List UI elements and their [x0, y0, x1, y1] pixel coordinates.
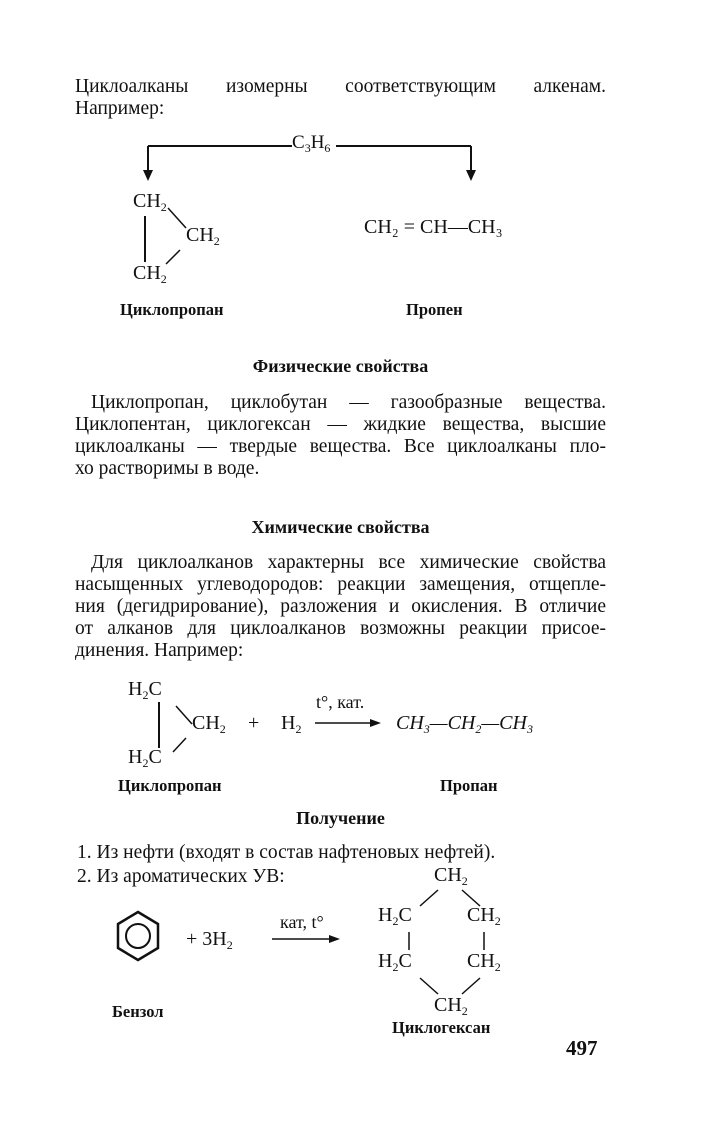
chemical-line-1: Для циклоалканов характерны все химические свойства — [91, 552, 606, 573]
cyclopropane-ch2-top: $CH_2$ — [133, 190, 167, 214]
cyclohexane-h2c-upper-left: $H_2C$ — [378, 904, 412, 928]
isomer-arrows — [0, 0, 716, 330]
reaction2-conditions: кат, t° — [280, 912, 324, 932]
cyclohexane-caption: Циклогексан — [392, 1018, 491, 1037]
chemical-line-5: динения. Например: — [75, 640, 244, 661]
physical-line-1: Циклопропан, циклобутан — газообразные вещества. — [91, 392, 606, 413]
obtaining-item-1: 1. Из нефти (входят в состав нафтеновых нефтей). — [77, 842, 496, 863]
cyclohexane-ch2-lower-right: $CH_2$ — [467, 950, 501, 974]
chemical-line-3: ния (дегидрирование), разложения и окисления. В отличие — [75, 596, 606, 617]
isomer-formula: $C_3H_6$ — [292, 132, 331, 155]
reaction1-bonds — [0, 660, 716, 800]
reaction2-reagent: + $3H_2$ — [186, 928, 233, 952]
chemical-paragraph — [75, 552, 606, 662]
cyclohexane-ch2-bottom: $CH_2$ — [434, 994, 468, 1018]
reaction2-graphics — [0, 860, 716, 1050]
reaction1-cyclopropane-caption: Циклопропан — [118, 776, 222, 795]
benzene-ring-icon — [118, 912, 158, 960]
physical-line-2: Циклопентан, циклогексан — жидкие вещества, высшие — [75, 414, 606, 435]
propane-formula: $CH_3—CH_2—CH_3$ — [396, 712, 533, 736]
reaction1-h2c-top: $H_2C$ — [128, 678, 162, 702]
chemical-heading: Химические свойства — [251, 517, 430, 537]
intro-line-1: Циклоалканы изомерны соответствующим алкенам. — [75, 76, 606, 97]
page-number: 497 — [566, 1036, 598, 1060]
reaction1-conditions: t°, кат. — [316, 692, 365, 712]
benzene-hydrogenation — [0, 860, 716, 1050]
physical-paragraph — [75, 392, 606, 480]
chemical-line-2: насыщенных углеводородов: реакции замещения, отщепле- — [75, 574, 606, 595]
chemical-line-4: от алканов для циклоалканов возможны реакции присое- — [75, 618, 606, 639]
reaction1-propane-caption: Пропан — [440, 776, 498, 795]
propene-formula: CH₂ = CH—CH₃ — [364, 216, 503, 238]
intro-line-2: Например: — [75, 98, 165, 119]
propene-caption: Пропен — [406, 300, 463, 319]
cyclohexane-ch2-top: $CH_2$ — [434, 864, 468, 888]
cyclopropane-ch2-right: $CH_2$ — [186, 224, 220, 248]
cyclopropane-ch2-bottom: $CH_2$ — [133, 262, 167, 286]
reaction1-ch2-right: $CH_2$ — [192, 712, 226, 736]
cyclohexane-ch2-upper-right: $CH_2$ — [467, 904, 501, 928]
cyclopropane-caption: Циклопропан — [120, 300, 224, 319]
cyclohexane-h2c-lower-left: $H_2C$ — [378, 950, 412, 974]
physical-line-3: циклоалканы — твердые вещества. Все циклоалканы пло- — [75, 436, 606, 457]
obtaining-heading: Получение — [296, 808, 385, 828]
physical-heading: Физические свойства — [252, 356, 429, 376]
hydrogenation-reaction — [0, 660, 716, 800]
benzene-caption: Бензол — [112, 1002, 164, 1021]
reaction1-hydrogen: $H_2$ — [281, 712, 302, 736]
obtaining-item-2: 2. Из ароматических УВ: — [77, 866, 285, 887]
physical-line-4: хо растворимы в воде. — [75, 458, 260, 479]
reaction1-plus: + — [248, 712, 260, 734]
reaction1-h2c-bottom: $H_2C$ — [128, 746, 162, 770]
isomer-diagram — [0, 0, 716, 330]
